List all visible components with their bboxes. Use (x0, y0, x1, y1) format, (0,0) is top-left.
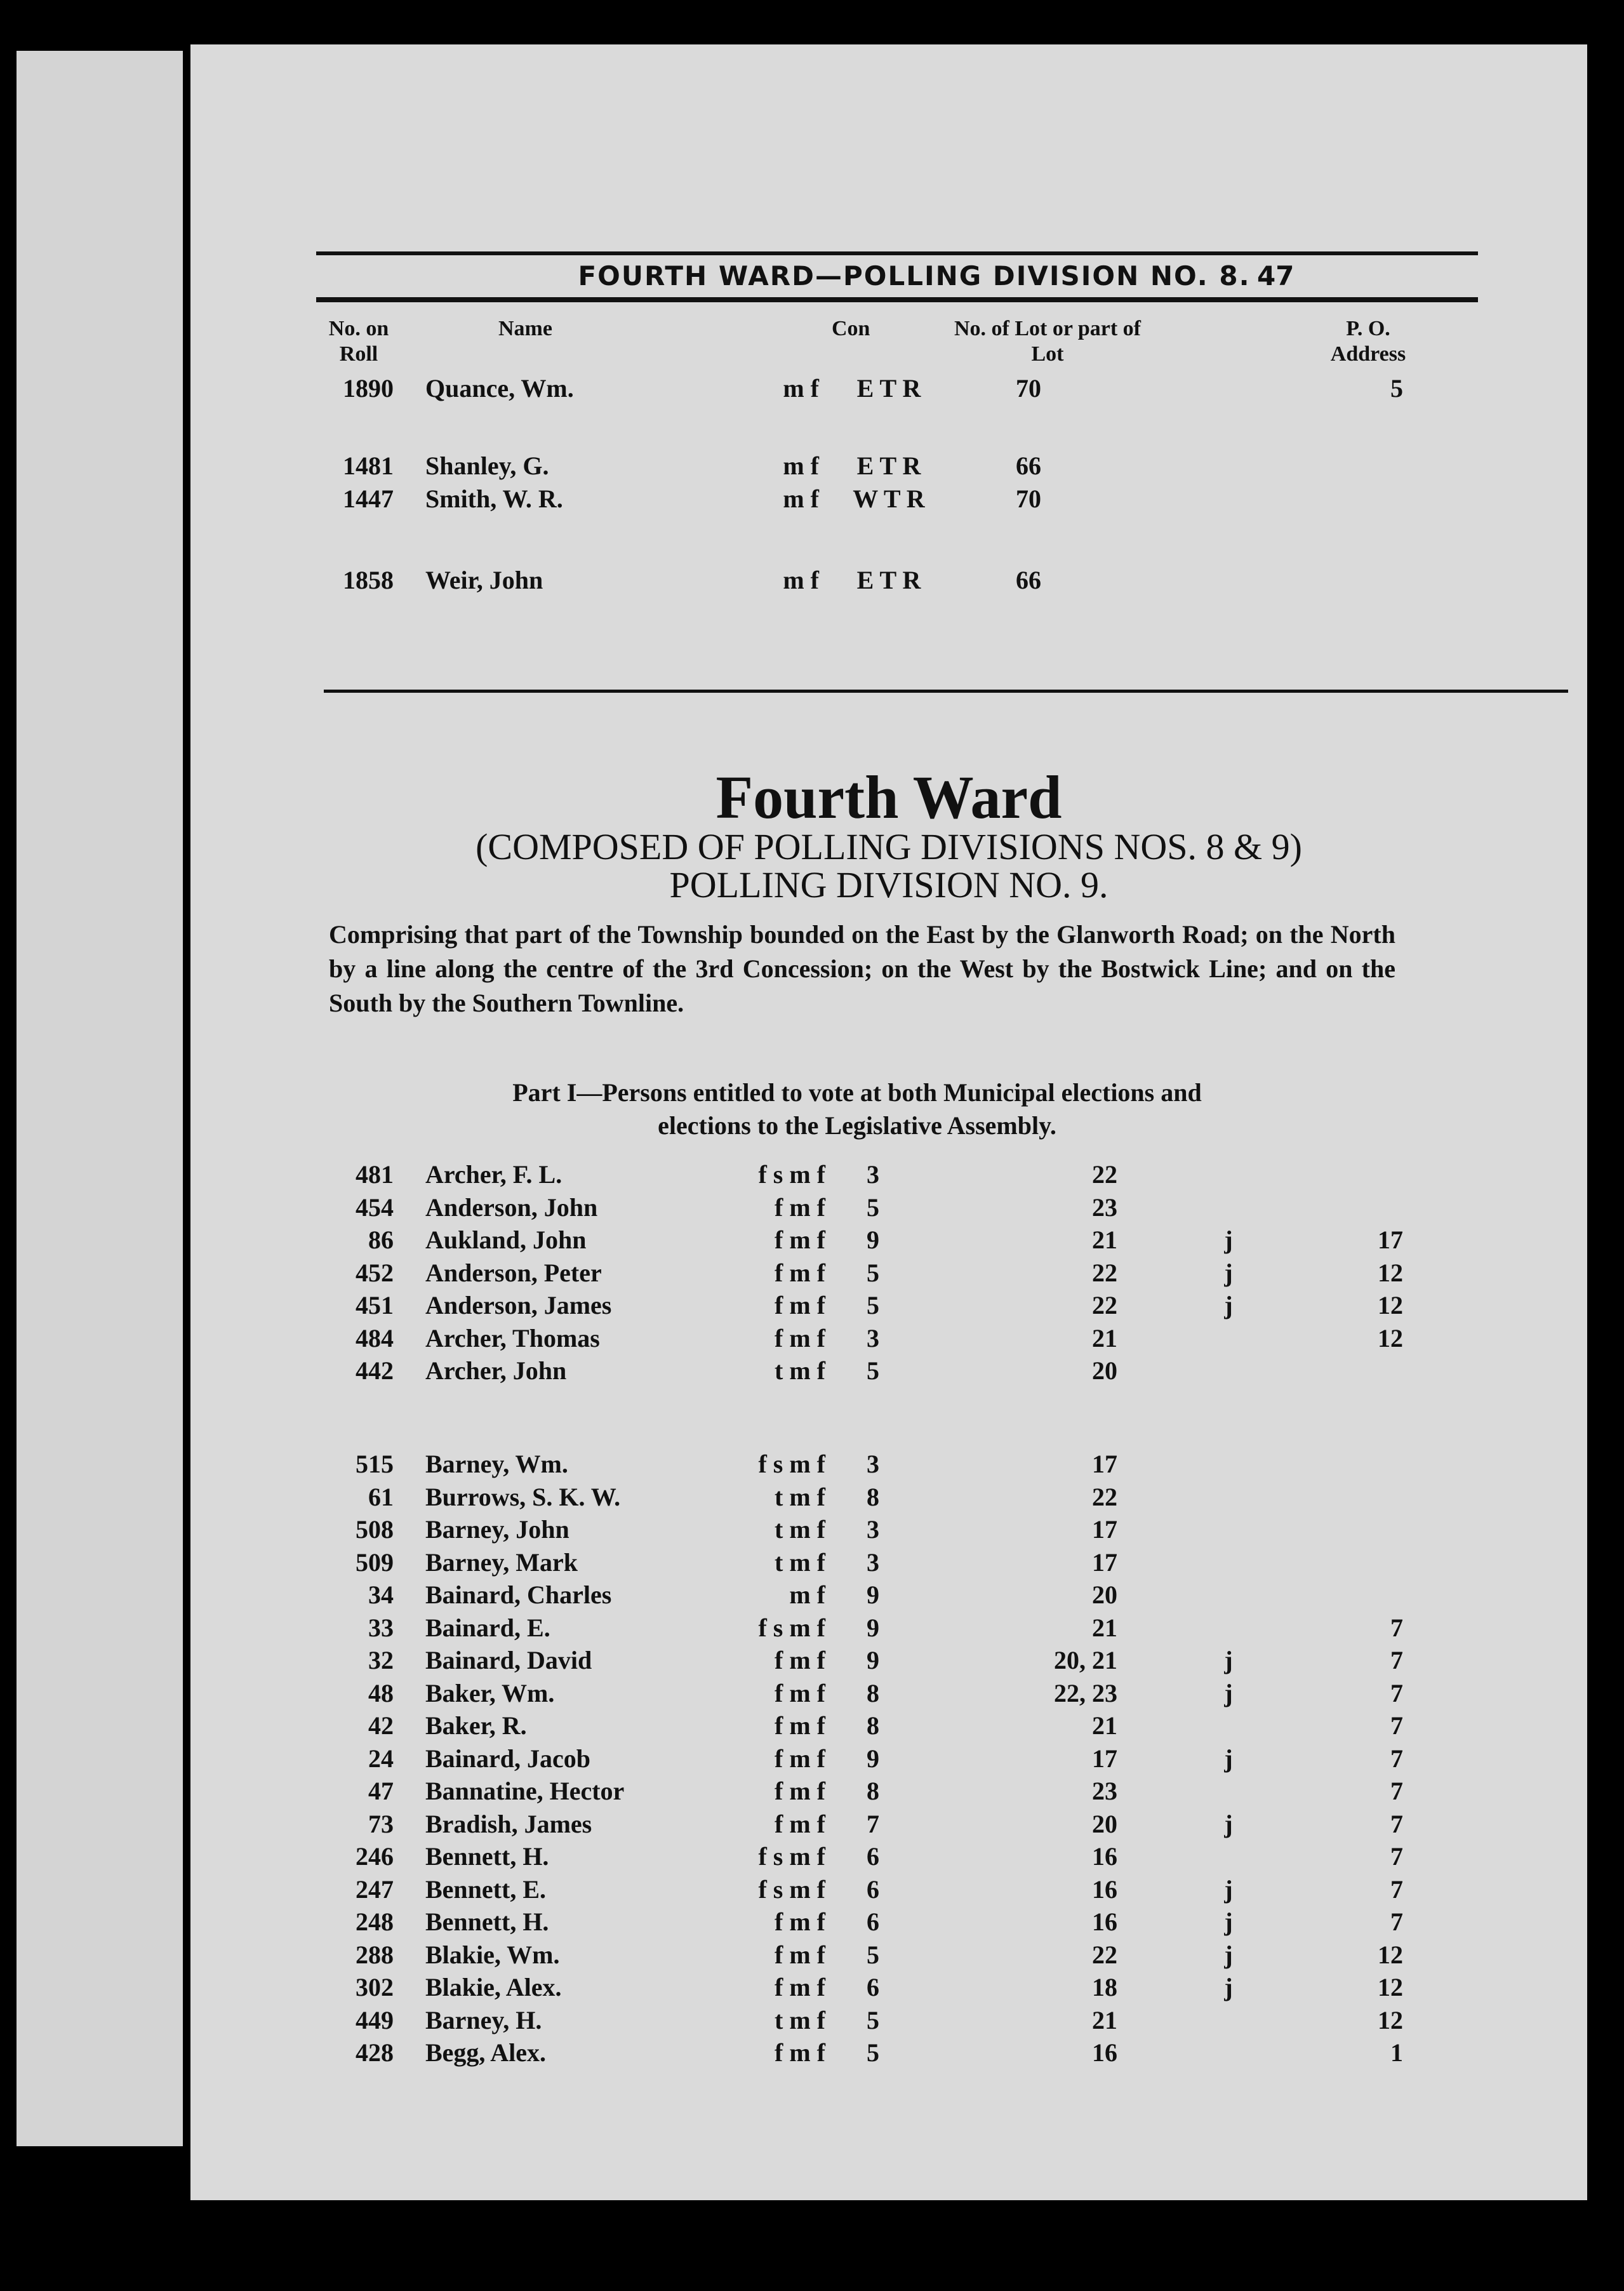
lot-number: 21 (1092, 1613, 1117, 1642)
voter-name: Bennett, H. (425, 1907, 549, 1936)
po-address: 7 (1390, 1678, 1403, 1707)
table-row (190, 1159, 1587, 1192)
column-head-po: P. O. Address (1330, 317, 1406, 366)
roll-number: 515 (356, 1450, 394, 1478)
qualification: t m f (775, 1515, 825, 1544)
qualification: f s m f (758, 1613, 825, 1642)
lot-number: 18 (1092, 1973, 1117, 2001)
roll-number: 481 (356, 1160, 394, 1189)
header-top-rule (316, 251, 1478, 255)
lot-number: 22 (1092, 1940, 1117, 1969)
roll-number: 454 (356, 1192, 394, 1222)
qualification: t m f (775, 1482, 825, 1511)
lot-number: 20 (1092, 1809, 1117, 1838)
qualification: f s m f (758, 1842, 825, 1871)
qualification: f m f (775, 1940, 825, 1969)
concession: 5 (867, 1258, 879, 1287)
table-row (190, 1192, 1587, 1226)
concession: 3 (867, 1323, 879, 1353)
roll-number: 34 (368, 1580, 394, 1609)
jury-mark: j (1224, 1809, 1233, 1838)
roll-number: 1890 (343, 374, 394, 403)
roll-number: 1481 (343, 451, 394, 480)
part-heading-line-1: Part I—Persons entitled to vote at both Municipal elections and (512, 1078, 1202, 1107)
concession: 9 (867, 1226, 879, 1254)
roll-number: 86 (368, 1226, 394, 1254)
qualification: f m f (775, 1777, 825, 1805)
roll-number: 32 (368, 1646, 394, 1674)
roll-number: 509 (356, 1547, 394, 1577)
qualification: f m f (775, 2038, 825, 2067)
voter-name: Barney, Wm. (425, 1450, 568, 1478)
qualification: m f (783, 451, 819, 480)
jury-mark: j (1224, 1646, 1233, 1674)
table-row (190, 565, 1587, 598)
lot-number: 70 (1016, 484, 1041, 513)
po-address: 7 (1390, 1711, 1403, 1740)
roll-number: 442 (356, 1356, 394, 1385)
lot-number: 22, 23 (1054, 1678, 1117, 1707)
roll-number: 452 (356, 1258, 394, 1287)
ward-title: Fourth Ward (715, 763, 1062, 831)
section-divider (324, 690, 1568, 693)
table-row (190, 1225, 1587, 1258)
jury-mark: j (1224, 1973, 1233, 2001)
voter-name: Bainard, Jacob (425, 1744, 591, 1773)
voter-name: Bradish, James (425, 1809, 592, 1838)
lot-number: 17 (1092, 1547, 1117, 1577)
voter-name: Quance, Wm. (425, 374, 574, 403)
jury-mark: j (1224, 1226, 1233, 1254)
page-number: 47 (1257, 260, 1295, 291)
lot-number: 23 (1092, 1192, 1117, 1222)
lot-number: 21 (1092, 2005, 1117, 2034)
po-address: 12 (1378, 1258, 1403, 1287)
roll-number: 484 (356, 1323, 394, 1353)
lot-number: 16 (1092, 2038, 1117, 2067)
lot-number: 22 (1092, 1160, 1117, 1189)
po-address: 7 (1390, 1842, 1403, 1871)
concession: 9 (867, 1646, 879, 1674)
roll-number: 247 (356, 1874, 394, 1904)
lot-number: 17 (1092, 1515, 1117, 1544)
polling-division-title: POLLING DIVISION NO. 9. (669, 864, 1108, 905)
po-address: 12 (1378, 2005, 1403, 2034)
qualification: f m f (775, 1192, 825, 1222)
concession: 5 (867, 1192, 879, 1222)
lot-number: 21 (1092, 1323, 1117, 1353)
qualification: f m f (775, 1291, 825, 1319)
roll-number: 48 (368, 1678, 394, 1707)
jury-mark: j (1224, 1744, 1233, 1773)
voter-name: Anderson, James (425, 1291, 612, 1319)
concession: 8 (867, 1711, 879, 1740)
roll-number: 428 (356, 2038, 394, 2067)
table-row (190, 373, 1587, 406)
column-head-roll: No. on Roll (328, 317, 389, 366)
table-row (190, 2038, 1587, 2071)
jury-mark: j (1224, 1874, 1233, 1904)
qualification: m f (783, 484, 819, 513)
concession: 9 (867, 1580, 879, 1609)
column-head-con: Con (832, 317, 870, 340)
po-address: 7 (1390, 1809, 1403, 1838)
table-row (190, 1972, 1587, 2005)
voter-name: Baker, Wm. (425, 1678, 555, 1707)
voter-name: Smith, W. R. (425, 484, 563, 513)
po-address: 1 (1390, 2038, 1403, 2067)
voter-name: Barney, John (425, 1515, 569, 1544)
concession: 5 (867, 1940, 879, 1969)
voter-name: Shanley, G. (425, 451, 549, 480)
voter-name: Barney, Mark (425, 1547, 578, 1577)
concession: 6 (867, 1907, 879, 1936)
concession: 3 (867, 1450, 879, 1478)
concession: 3 (867, 1547, 879, 1577)
table-row (190, 1449, 1587, 1482)
part-heading (406, 1076, 1308, 1142)
voter-name: Begg, Alex. (425, 2038, 546, 2067)
roll-number: 302 (356, 1973, 394, 2001)
roll-number: 451 (356, 1291, 394, 1319)
qualification: f m f (775, 1711, 825, 1740)
voter-name: Archer, F. L. (425, 1160, 562, 1189)
roll-number: 61 (368, 1482, 394, 1511)
concession: 5 (867, 2005, 879, 2034)
concession: 5 (867, 2038, 879, 2067)
voter-name: Baker, R. (425, 1711, 527, 1740)
concession: 9 (867, 1613, 879, 1642)
table-row (190, 1940, 1587, 1973)
qualification: t m f (775, 2005, 825, 2034)
lot-number: 66 (1016, 566, 1041, 594)
roll-number: 288 (356, 1940, 394, 1969)
concession: E T R (856, 451, 921, 480)
lot-number: 17 (1092, 1744, 1117, 1773)
roll-number: 246 (356, 1842, 394, 1871)
previous-page-edge (17, 51, 183, 2146)
lot-number: 20, 21 (1054, 1646, 1117, 1674)
concession: 8 (867, 1678, 879, 1707)
roll-number: 47 (368, 1777, 394, 1805)
lot-number: 22 (1092, 1482, 1117, 1511)
po-address: 7 (1390, 1874, 1403, 1904)
qualification: f m f (775, 1809, 825, 1838)
qualification: m f (783, 566, 819, 594)
qualification: f m f (775, 1323, 825, 1353)
table-row (190, 1356, 1587, 1389)
jury-mark: j (1224, 1258, 1233, 1287)
qualification: f m f (775, 1744, 825, 1773)
po-address: 7 (1390, 1907, 1403, 1936)
qualification: t m f (775, 1356, 825, 1385)
voter-name: Bennett, E. (425, 1874, 546, 1904)
voter-name: Burrows, S. K. W. (425, 1482, 621, 1511)
lot-number: 66 (1016, 451, 1041, 480)
table-row (190, 1323, 1587, 1356)
table-row (190, 1290, 1587, 1323)
ward-subtitle: (COMPOSED OF POLLING DIVISIONS NOS. 8 & 9) (476, 826, 1302, 867)
roll-number: 73 (368, 1809, 394, 1838)
po-address: 7 (1390, 1646, 1403, 1674)
table-row (190, 1258, 1587, 1291)
table-row (190, 1482, 1587, 1515)
qualification: f m f (775, 1226, 825, 1254)
lot-number: 20 (1092, 1580, 1117, 1609)
po-address: 12 (1378, 1323, 1403, 1353)
part-heading-line-2: elections to the Legislative Assembly. (658, 1111, 1056, 1140)
voter-name: Anderson, John (425, 1192, 598, 1222)
concession: 5 (867, 1356, 879, 1385)
roll-number: 508 (356, 1515, 394, 1544)
voter-name: Blakie, Wm. (425, 1940, 560, 1969)
roll-number: 248 (356, 1907, 394, 1936)
roll-number: 42 (368, 1711, 394, 1740)
table-row (190, 1613, 1587, 1646)
qualification: f s m f (758, 1160, 825, 1189)
jury-mark: j (1224, 1678, 1233, 1707)
po-address: 7 (1390, 1613, 1403, 1642)
voter-name: Bainard, E. (425, 1613, 550, 1642)
qualification: f s m f (758, 1450, 825, 1478)
jury-mark: j (1224, 1907, 1233, 1936)
roll-number: 1447 (343, 484, 394, 513)
concession: 3 (867, 1160, 879, 1189)
jury-mark: j (1224, 1940, 1233, 1969)
table-row (190, 1874, 1587, 1907)
lot-number: 16 (1092, 1842, 1117, 1871)
po-address: 5 (1390, 374, 1403, 403)
concession: 9 (867, 1744, 879, 1773)
qualification: f s m f (758, 1874, 825, 1904)
lot-number: 23 (1092, 1777, 1117, 1805)
voter-name: Weir, John (425, 566, 543, 594)
concession: 6 (867, 1874, 879, 1904)
lot-number: 21 (1092, 1226, 1117, 1254)
concession: 6 (867, 1842, 879, 1871)
po-address: 7 (1390, 1777, 1403, 1805)
roll-number: 33 (368, 1613, 394, 1642)
table-row (190, 1776, 1587, 1809)
voter-name: Bainard, David (425, 1646, 592, 1674)
table-row (190, 1809, 1587, 1842)
table-row (190, 1907, 1587, 1940)
column-head-lot: No. of Lot or part of Lot (954, 317, 1141, 366)
qualification: f m f (775, 1646, 825, 1674)
po-address: 12 (1378, 1291, 1403, 1319)
table-row (190, 1645, 1587, 1678)
qualification: m f (789, 1580, 825, 1609)
table-row (190, 1580, 1587, 1613)
qualification: f m f (775, 1258, 825, 1287)
table-row (190, 1678, 1587, 1711)
qualification: m f (783, 374, 819, 403)
concession: 6 (867, 1973, 879, 2001)
voter-name: Bennett, H. (425, 1842, 549, 1871)
roll-number: 449 (356, 2005, 394, 2034)
voter-name: Barney, H. (425, 2005, 542, 2034)
boundary-description: Comprising that part of the Township bounded on the East by the Glanworth Road; on the North by a line along the centre of the 3rd Concession; on the West by the Bostwick Line; and on the South by the Southern Townline. (329, 920, 1395, 1017)
roll-number: 24 (368, 1744, 394, 1773)
qualification: f m f (775, 1973, 825, 2001)
concession: E T R (856, 566, 921, 594)
lot-number: 20 (1092, 1356, 1117, 1385)
table-row (190, 451, 1587, 484)
concession: 5 (867, 1291, 879, 1319)
lot-number: 21 (1092, 1711, 1117, 1740)
qualification: f m f (775, 1907, 825, 1936)
po-address: 17 (1378, 1226, 1403, 1254)
concession: 8 (867, 1777, 879, 1805)
lot-number: 16 (1092, 1874, 1117, 1904)
document-page (190, 44, 1587, 2200)
concession: 3 (867, 1515, 879, 1544)
concession: E T R (856, 374, 921, 403)
lot-number: 70 (1016, 374, 1041, 403)
table-row (190, 2005, 1587, 2038)
voter-name: Blakie, Alex. (425, 1973, 562, 2001)
concession: W T R (853, 484, 925, 513)
voter-name: Bannatine, Hector (425, 1777, 625, 1805)
table-row (190, 1547, 1587, 1580)
po-address: 12 (1378, 1940, 1403, 1969)
voter-name: Aukland, John (425, 1226, 587, 1254)
concession: 8 (867, 1482, 879, 1511)
po-address: 7 (1390, 1744, 1403, 1773)
qualification: f m f (775, 1678, 825, 1707)
table-row (190, 1841, 1587, 1874)
jury-mark: j (1224, 1291, 1233, 1319)
voter-name: Archer, John (425, 1356, 567, 1385)
roll-number: 1858 (343, 566, 394, 594)
voter-name: Archer, Thomas (425, 1323, 600, 1353)
lot-number: 22 (1092, 1258, 1117, 1287)
column-head-name: Name (498, 317, 552, 340)
page-header-title: FOURTH WARD—POLLING DIVISION NO. 8. (578, 260, 1251, 291)
table-row (190, 1711, 1587, 1744)
lot-number: 22 (1092, 1291, 1117, 1319)
voter-name: Anderson, Peter (425, 1258, 602, 1287)
po-address: 12 (1378, 1973, 1403, 2001)
lot-number: 16 (1092, 1907, 1117, 1936)
header-bottom-rule (316, 297, 1478, 302)
lot-number: 17 (1092, 1450, 1117, 1478)
table-row (190, 1514, 1587, 1547)
voter-name: Bainard, Charles (425, 1580, 612, 1609)
table-row (190, 484, 1587, 517)
table-row (190, 1744, 1587, 1777)
concession: 7 (867, 1809, 879, 1838)
qualification: t m f (775, 1547, 825, 1577)
